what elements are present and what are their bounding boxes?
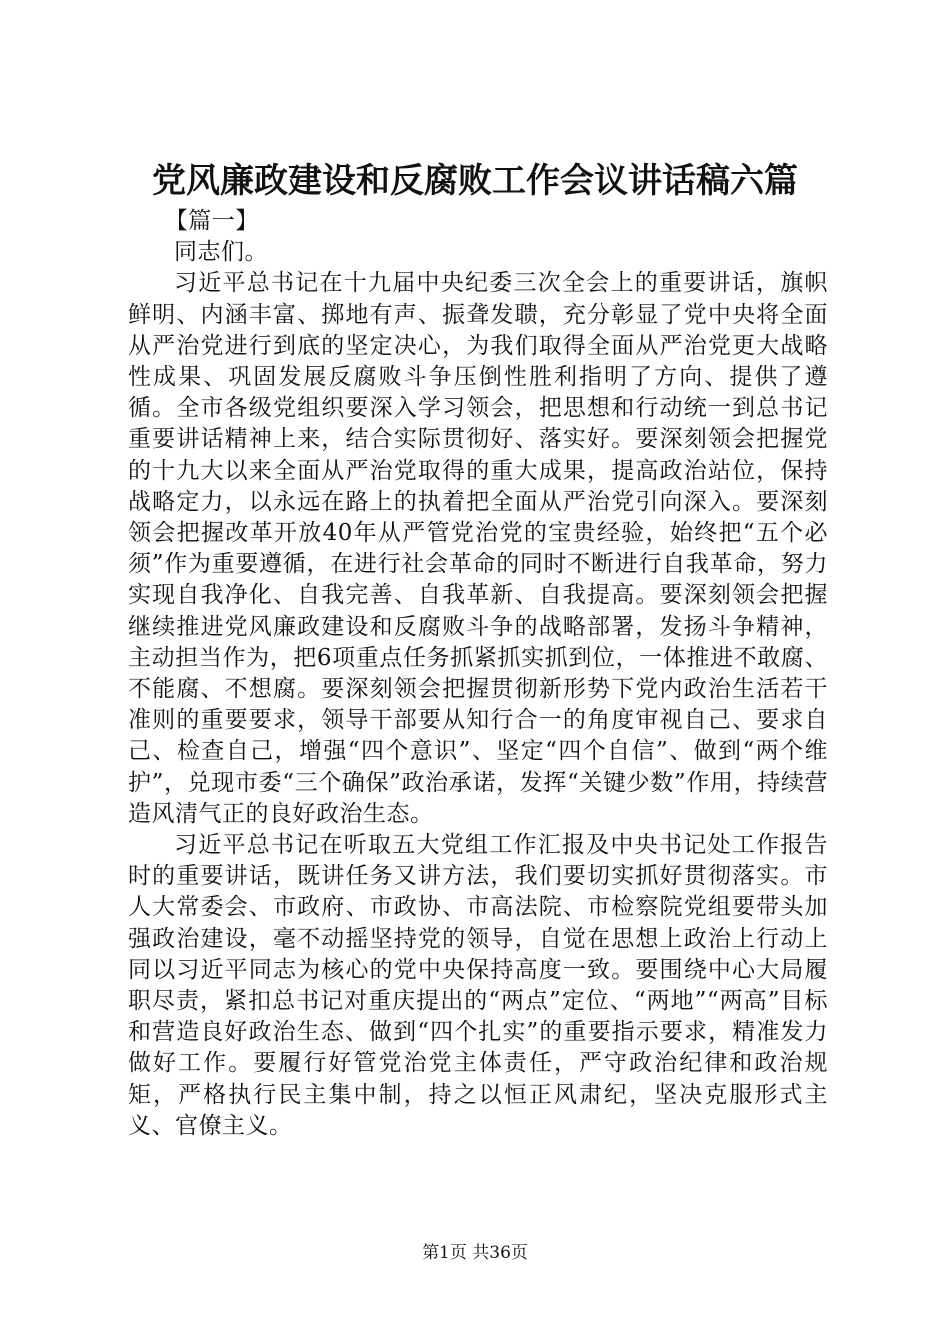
greeting: 同志们。 <box>174 239 268 266</box>
section-label: 【篇一】 <box>164 208 259 234</box>
body-paragraph-2: 习近平总书记在听取五大党组工作汇报及中央书记处工作报告时的重要讲话，既讲任务又讲方法，我们要切实抓好贯彻落实。市人大常委会、市政府、市政协、市高法院、市检察院党组要带头加强政治建设，毫不动摇坚持党的领导，自觉在思想上政治上行动上同以习近平同志为核心的党中央保持高度一致。要围绕中心大局履职尽责，紧扣总书记对重庆提出的“两点”定位、“两地”“两高”目标和营造良好政治生态、做到“四个扎实”的重要指示要求，精准发力做好工作。要履行好管党治党主体责任，严守政治纪律和政治规矩，严格执行民主集中制，持之以恒正风肃纪，坚决克服形式主义、官僚主义。 <box>128 832 828 1139</box>
page-title: 党风廉政建设和反腐败工作会议讲话稿六篇 <box>152 161 798 201</box>
page-number-footer: 第1页 共36页 <box>422 1243 528 1263</box>
document-body <box>128 206 828 1142</box>
body-paragraph-1: 习近平总书记在十九届中央纪委三次全会上的重要讲话，旗帜鲜明、内涵丰富、掷地有声、振聋发聩，充分彰显了党中央将全面从严治党进行到底的坚定决心，为我们取得全面从严治党更大战略性成果、巩固发展反腐败斗争压倒性胜利指明了方向、提供了遵循。全市各级党组织要深入学习领会，把思想和行动统一到总书记重要讲话精神上来，结合实际贯彻好、落实好。要深刻领会把握党的十九大以来全面从严治党取得的重大成果，提高政治站位，保持战略定力，以永远在路上的执着把全面从严治党引向深入。要深刻领会把握改革开放40年从严管党治党的宝贵经验，始终把“五个必须”作为重要遵循，在进行社会革命的同时不断进行自我革命，努力实现自我净化、自我完善、自我革新、自我提高。要深刻领会把握继续推进党风廉政建设和反腐败斗争的战略部署，发扬斗争精神，主动担当作为，把6项重点任务抓紧抓实抓到位，一体推进不敢腐、不能腐、不想腐。要深刻领会把握贯彻新形势下党内政治生活若干准则的重要要求，领导干部要从知行合一的角度审视自己、要求自己、检查自己，增强“四个意识”、坚定“四个自信”、做到“两个维护”，兑现市委“三个确保”政治承诺，发挥“关键少数”作用，持续营造风清气正的良好政治生态。 <box>128 270 828 827</box>
